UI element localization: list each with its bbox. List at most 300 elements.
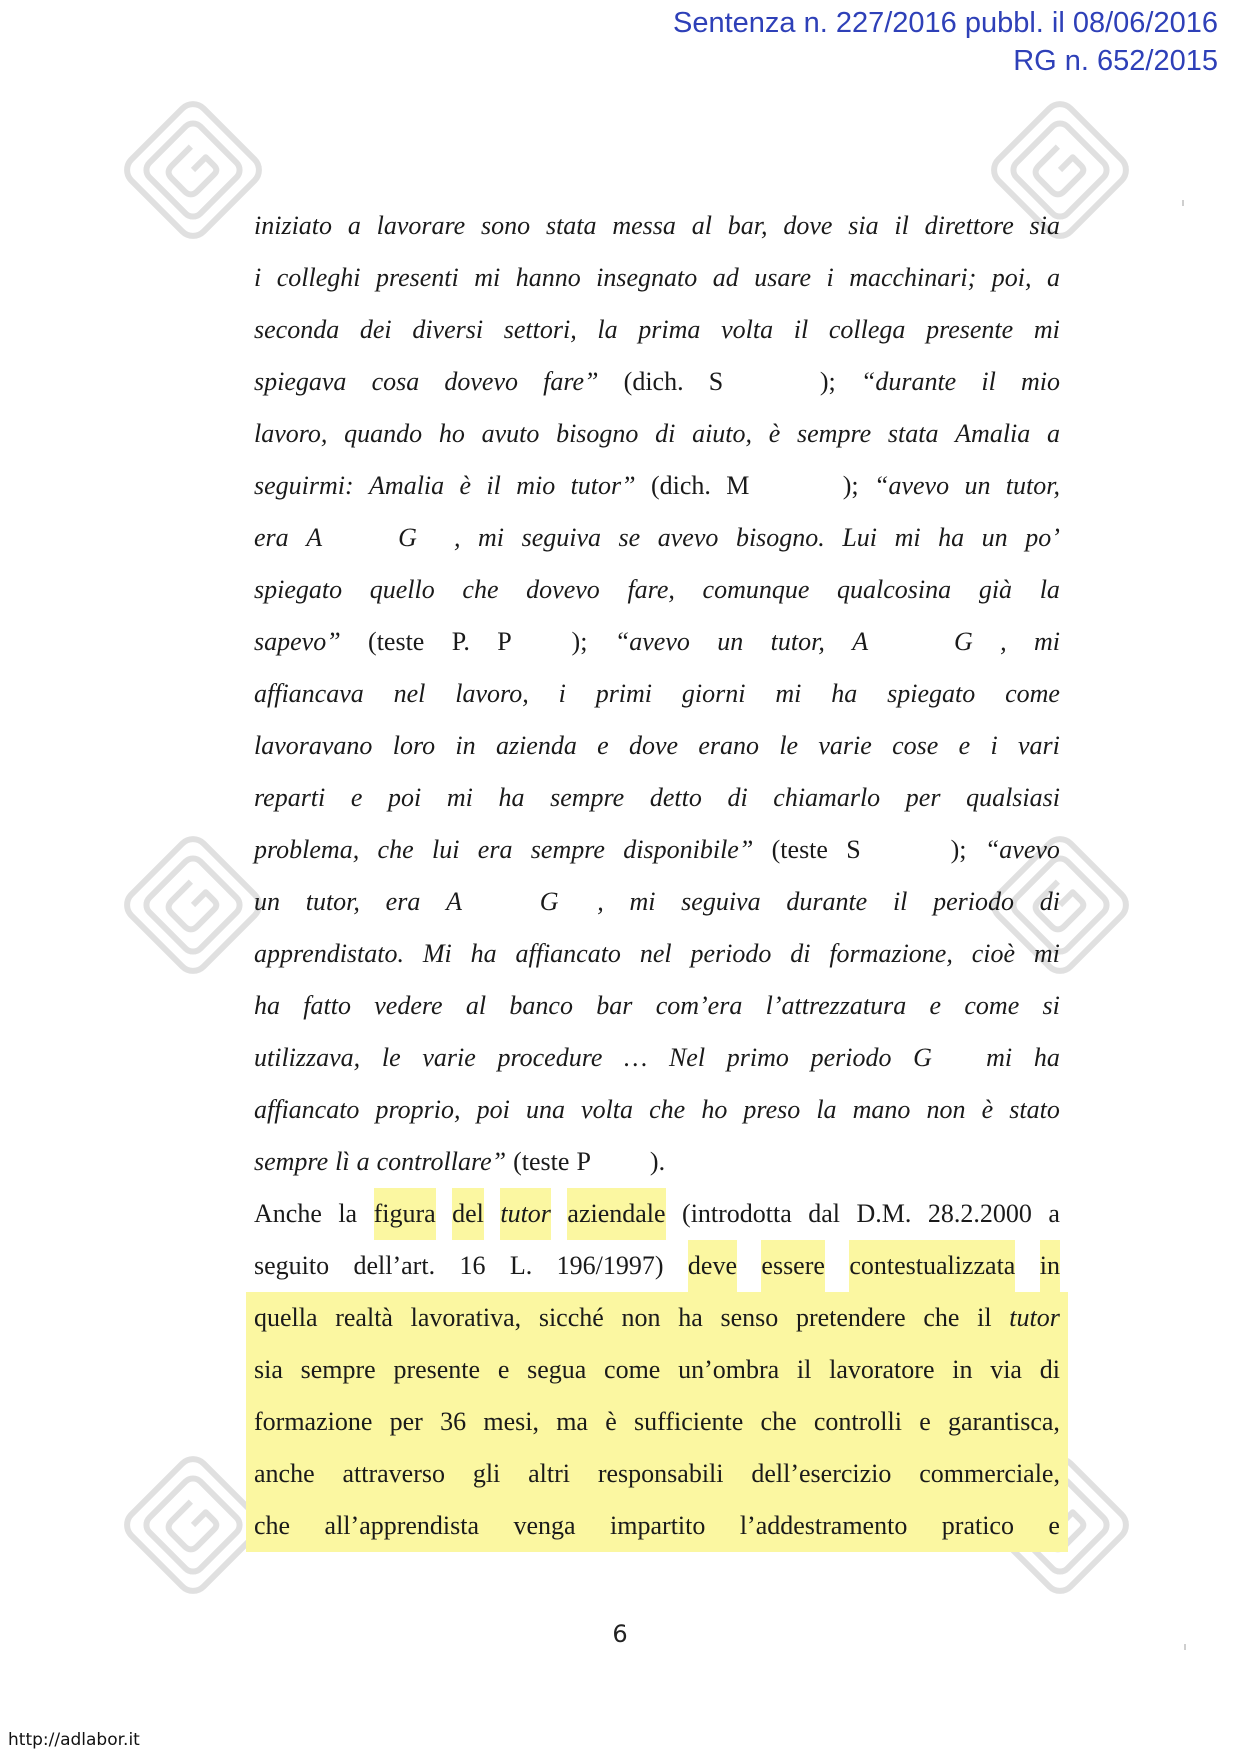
text-word: dovevo [444, 367, 518, 396]
text-word: pretendere [795, 1303, 906, 1332]
text-word: mi [775, 679, 802, 708]
text-word: , [434, 523, 461, 552]
text-word: fare, [627, 575, 675, 604]
text-word: ha [470, 939, 497, 968]
text-word: nel [393, 679, 426, 708]
text-word: dell’esercizio [751, 1459, 892, 1488]
text-word: dei [359, 315, 392, 344]
text-word: diversi [412, 315, 484, 344]
text-word: mesi, [483, 1407, 539, 1436]
text-word: bisogno. [735, 523, 825, 552]
text-word: garantisca, [948, 1407, 1060, 1436]
text-word: (teste [513, 1147, 570, 1176]
footer-url: http://adlabor.it [8, 1730, 140, 1750]
text-word: di [790, 939, 811, 968]
text-word: reparti [254, 783, 326, 812]
text-line [254, 512, 1060, 564]
scan-speck [1182, 200, 1184, 206]
text-word: stata [545, 211, 597, 240]
text-word: lavorare [376, 211, 466, 240]
text-word: loro [392, 731, 436, 760]
text-word: per [389, 1407, 423, 1436]
text-word: “durante [860, 367, 957, 396]
text-word: impartito [610, 1511, 706, 1540]
text-word: la [1039, 575, 1060, 604]
text-word: ho [701, 1095, 728, 1124]
text-word: sempre [300, 1355, 376, 1384]
text-word: insegnato [596, 263, 698, 292]
text-line [246, 1292, 1068, 1344]
text-line [254, 200, 1060, 252]
text-word: a [1048, 1199, 1060, 1228]
text-word: volta [721, 315, 774, 344]
text-word: è [981, 1095, 994, 1124]
text-word: come [604, 1355, 661, 1384]
text-word: tutor [500, 1188, 551, 1240]
text-word: che [923, 1303, 960, 1332]
text-word: A [446, 887, 462, 916]
text-word: e [1048, 1511, 1060, 1540]
text-word: a [356, 1147, 370, 1176]
text-word: bar, [727, 211, 768, 240]
text-word: P. [451, 627, 470, 656]
text-word: prima [638, 315, 701, 344]
text-word: giorni [681, 679, 746, 708]
text-word: non [621, 1303, 661, 1332]
text-word: seguiva [681, 887, 761, 916]
text-word: mi [1033, 315, 1060, 344]
text-word: cioè [971, 939, 1016, 968]
text-word: qualcosina [837, 575, 952, 604]
text-word: la [597, 315, 618, 344]
adlabor-logo-icon [118, 95, 268, 245]
text-word: di [655, 419, 676, 448]
text-word: sempre [254, 1147, 329, 1176]
text-word: vedere [374, 991, 443, 1020]
text-word: l’attrezzatura [765, 991, 907, 1020]
text-line [254, 1032, 1060, 1084]
text-line [246, 1448, 1068, 1500]
text-word: G [913, 1043, 932, 1072]
text-word: fare” [543, 367, 599, 396]
text-word: al [465, 991, 487, 1020]
text-word: seconda [254, 315, 340, 344]
text-word: qualsiasi [966, 783, 1060, 812]
text-word: 196/1997) [556, 1251, 664, 1280]
text-word: anche [254, 1459, 315, 1488]
text-word: mi [1034, 627, 1060, 656]
text-word: avuto [481, 419, 540, 448]
text-word: controlli [813, 1407, 902, 1436]
text-word: la [338, 1199, 358, 1228]
text-word: a [1046, 263, 1060, 292]
text-word: volta [581, 1095, 634, 1124]
text-word: a [347, 211, 361, 240]
text-word: G [487, 887, 559, 916]
text-word: presente [926, 315, 1014, 344]
text-word: L. [509, 1251, 533, 1280]
text-line [246, 1344, 1068, 1396]
adlabor-logo-icon [118, 830, 268, 980]
text-word: direttore [924, 211, 1014, 240]
text-word: ha [938, 523, 965, 552]
text-word: sempre [530, 835, 605, 864]
text-word: altri [528, 1459, 570, 1488]
text-word: i [826, 263, 834, 292]
text-word: un [254, 887, 280, 916]
text-word: che [377, 835, 414, 864]
text-word: A [306, 523, 323, 552]
text-word: i [990, 731, 998, 760]
text-word: M [726, 471, 750, 500]
text-word: dove [628, 731, 679, 760]
text-word: messa [612, 211, 676, 240]
text-line [254, 824, 1060, 876]
text-word: lavorativa, [410, 1303, 522, 1332]
text-word: presente [393, 1355, 481, 1384]
text-word: di [1039, 1355, 1060, 1384]
text-line [254, 772, 1060, 824]
text-word: sicché [538, 1303, 604, 1332]
text-word: in [455, 731, 476, 760]
text-word: macchinari; [849, 263, 977, 292]
text-word: l’addestramento [739, 1511, 908, 1540]
text-line [254, 928, 1060, 980]
text-word: 36 [440, 1407, 467, 1436]
text-word: tutor, [305, 887, 360, 916]
text-word: controllare” [376, 1147, 507, 1176]
text-word: fatto [303, 991, 351, 1020]
text-word: si [1042, 991, 1060, 1020]
text-word: all’apprendista [324, 1511, 480, 1540]
text-word: tutor” [570, 471, 636, 500]
sentenza-reference: Sentenza n. 227/2016 pubbl. il 08/06/2016 [672, 7, 1218, 39]
text-word: le [779, 731, 799, 760]
text-word: in [1040, 1240, 1060, 1292]
text-word: lavoro, [254, 419, 328, 448]
text-word: S [846, 835, 861, 864]
text-word: disponibile” [623, 835, 754, 864]
text-word: a [1047, 419, 1060, 448]
text-line [254, 564, 1060, 616]
text-word: bisogno [556, 419, 639, 448]
text-word: … [624, 1043, 648, 1072]
text-word: aiuto, [692, 419, 753, 448]
text-word: affiancato [254, 1095, 360, 1124]
text-word: e [958, 731, 971, 760]
text-word: (teste [771, 835, 828, 864]
text-word: Amalia [369, 471, 445, 500]
text-word: tutor, [1005, 471, 1060, 500]
text-word: e [929, 991, 942, 1020]
text-word: un [964, 471, 991, 500]
text-word: primo [726, 1043, 789, 1072]
text-word: che [649, 1095, 686, 1124]
text-word: aziendale [567, 1188, 665, 1240]
text-word: in [952, 1355, 973, 1384]
text-word: poi [388, 783, 422, 812]
text-word: un’ombra [678, 1355, 780, 1384]
text-word: senso [720, 1303, 779, 1332]
text-word: P [576, 1147, 591, 1176]
text-word: era [254, 523, 289, 552]
text-word: è [605, 1407, 617, 1436]
text-line [254, 460, 1060, 512]
text-word: che [760, 1407, 797, 1436]
text-word: ). [597, 1147, 666, 1176]
text-word: mi [894, 523, 921, 552]
text-word: mi [1033, 939, 1060, 968]
text-word: avevo [657, 523, 719, 552]
text-word: e [597, 731, 609, 760]
text-word: (dich. [623, 367, 684, 396]
text-word: e [919, 1407, 931, 1436]
text-line [254, 1084, 1060, 1136]
text-word: e [497, 1355, 510, 1384]
text-word: quando [344, 419, 423, 448]
text-word: lavoravano [254, 731, 373, 760]
text-word: dal [808, 1199, 841, 1228]
document-body [254, 200, 1060, 1552]
text-word: collega [828, 315, 906, 344]
text-word: seguirmi: [254, 471, 354, 500]
text-word: dove [783, 211, 833, 240]
text-word: per [905, 783, 941, 812]
text-word: attraverso [342, 1459, 445, 1488]
text-line [246, 1500, 1068, 1552]
text-word: non [926, 1095, 966, 1124]
text-word: bar [596, 991, 633, 1020]
text-word: del [452, 1188, 484, 1240]
text-word: sapevo” [254, 627, 341, 656]
text-word: , [1000, 627, 1007, 656]
text-word: dell’art. [353, 1251, 436, 1280]
rg-reference: RG n. 652/2015 [1013, 45, 1218, 77]
text-word: settori, [503, 315, 577, 344]
text-word: seguito [254, 1251, 330, 1280]
text-word: mi [478, 523, 505, 552]
text-word: tutor [1009, 1303, 1060, 1332]
text-word: segua [527, 1355, 587, 1384]
text-word: ha [254, 991, 280, 1020]
text-word: proprio, [375, 1095, 461, 1124]
text-word: spiegato [887, 679, 976, 708]
text-word: preso [743, 1095, 801, 1124]
text-word: contestualizzata [849, 1240, 1015, 1292]
text-word: mi [474, 263, 501, 292]
text-word: la [816, 1095, 837, 1124]
text-word: il [486, 471, 501, 500]
text-word: i [254, 263, 262, 292]
text-word: poi, [991, 263, 1032, 292]
text-word: di [1039, 887, 1060, 916]
text-word: hanno [515, 263, 581, 292]
text-word: mano [852, 1095, 911, 1124]
text-word: spiegato [254, 575, 343, 604]
text-word: mio [1020, 367, 1060, 396]
text-word: tutor, [770, 627, 825, 656]
text-word: usare [754, 263, 812, 292]
text-word: varie [422, 1043, 476, 1072]
text-word: già [978, 575, 1013, 604]
text-word: era [385, 887, 421, 916]
text-word: ha [678, 1303, 703, 1332]
text-word: al [691, 211, 712, 240]
text-word: venga [513, 1511, 576, 1540]
text-word: periodo [690, 939, 772, 968]
text-word: ); [748, 367, 836, 396]
text-word: cose [892, 731, 939, 760]
text-word: se [618, 523, 641, 552]
text-word: “avevo [984, 835, 1060, 864]
text-line [254, 252, 1060, 304]
text-word: S [708, 367, 724, 396]
text-word: formazione, [829, 939, 953, 968]
text-word: comunque [702, 575, 810, 604]
text-word: problema, [254, 835, 360, 864]
text-word: G [339, 523, 417, 552]
text-word: il [793, 315, 809, 344]
text-word: erano [698, 731, 760, 760]
text-word: utilizzava, [254, 1043, 361, 1072]
text-word: lavoratore [829, 1355, 935, 1384]
text-line [254, 980, 1060, 1032]
text-word: vari [1017, 731, 1060, 760]
text-word: Lui [842, 523, 878, 552]
text-line [254, 1240, 1060, 1292]
text-word: deve [688, 1240, 737, 1292]
text-word: un [717, 627, 744, 656]
text-word: responsabili [597, 1459, 724, 1488]
text-word: poi [476, 1095, 510, 1124]
text-word: 16 [459, 1251, 486, 1280]
text-word: nel [639, 939, 672, 968]
text-word: durante [786, 887, 868, 916]
text-word: il [892, 887, 908, 916]
text-line [254, 1188, 1060, 1240]
text-line [254, 668, 1060, 720]
text-word: azienda [495, 731, 577, 760]
text-word: spiegava [254, 367, 347, 396]
text-word: (dich. [650, 471, 711, 500]
text-word: primi [595, 679, 653, 708]
text-word: le [381, 1043, 401, 1072]
text-word: era [477, 835, 513, 864]
text-word: ha [498, 783, 525, 812]
text-word: il [894, 211, 909, 240]
text-word: sono [481, 211, 531, 240]
text-word: sia [1029, 211, 1060, 240]
text-word: sempre [550, 783, 625, 812]
text-line [254, 876, 1060, 928]
text-word: è [459, 471, 472, 500]
text-word: A [852, 627, 869, 656]
text-word: com’era [655, 991, 743, 1020]
text-word: presenti [375, 263, 459, 292]
text-word: mi [953, 1043, 1013, 1072]
text-word: , [584, 887, 604, 916]
text-word: (teste [368, 627, 425, 656]
text-word: P [497, 627, 512, 656]
text-word: di [727, 783, 748, 812]
text-word: Mi [422, 939, 452, 968]
text-word: il [796, 1355, 812, 1384]
text-word: mi [629, 887, 656, 916]
text-word: sempre [797, 419, 872, 448]
text-word: il [981, 367, 996, 396]
text-word: stato [1009, 1095, 1060, 1124]
document-header [673, 4, 1218, 80]
text-word: Nel [668, 1043, 706, 1072]
text-word: quella [254, 1303, 318, 1332]
text-word: affiancato [515, 939, 621, 968]
text-word: una [525, 1095, 565, 1124]
text-word: sufficiente [634, 1407, 744, 1436]
text-word: realtà [335, 1303, 393, 1332]
text-word: che [462, 575, 499, 604]
text-word: po’ [1025, 523, 1060, 552]
text-word: sia [848, 211, 879, 240]
text-word: ha [1033, 1043, 1060, 1072]
text-word: gli [472, 1459, 501, 1488]
text-word: ma [556, 1407, 588, 1436]
text-word: quello [369, 575, 435, 604]
text-word: apprendistato. [254, 939, 404, 968]
text-line [254, 1136, 1060, 1188]
text-word: ha [831, 679, 858, 708]
text-word: via [990, 1355, 1022, 1384]
text-word: “avevo [873, 471, 950, 500]
text-word: sia [254, 1355, 283, 1384]
text-word: Amalia [955, 419, 1031, 448]
text-word: iniziato [254, 211, 333, 240]
text-word: i [558, 679, 566, 708]
text-word: mio [516, 471, 556, 500]
text-word: ); [539, 627, 588, 656]
text-word: varie [818, 731, 872, 760]
text-word: 28.2.2000 [927, 1199, 1032, 1228]
text-line [254, 616, 1060, 668]
text-word: banco [509, 991, 573, 1020]
text-line [254, 408, 1060, 460]
text-word: formazione [254, 1407, 373, 1436]
text-word: pratico [941, 1511, 1014, 1540]
text-word: (introdotta [682, 1199, 792, 1228]
text-word: mi [446, 783, 473, 812]
text-word: lavoro, [455, 679, 529, 708]
text-line [254, 304, 1060, 356]
text-word: ); [879, 835, 967, 864]
text-word: stata [887, 419, 939, 448]
text-word: che [254, 1511, 291, 1540]
text-word: un [981, 523, 1008, 552]
text-word: seguiva [521, 523, 601, 552]
text-word: colleghi [276, 263, 361, 292]
text-word: essere [761, 1240, 825, 1292]
text-word: come [964, 991, 1020, 1020]
text-word: come [1005, 679, 1060, 708]
text-line [254, 720, 1060, 772]
text-word: il [977, 1303, 992, 1332]
text-word: D.M. [856, 1199, 912, 1228]
text-word: ); [764, 471, 859, 500]
text-word: “avevo [614, 627, 690, 656]
text-word: lui [431, 835, 460, 864]
text-line [254, 356, 1060, 408]
text-word: e [350, 783, 363, 812]
text-word: ad [712, 263, 739, 292]
text-word: ho [438, 419, 465, 448]
